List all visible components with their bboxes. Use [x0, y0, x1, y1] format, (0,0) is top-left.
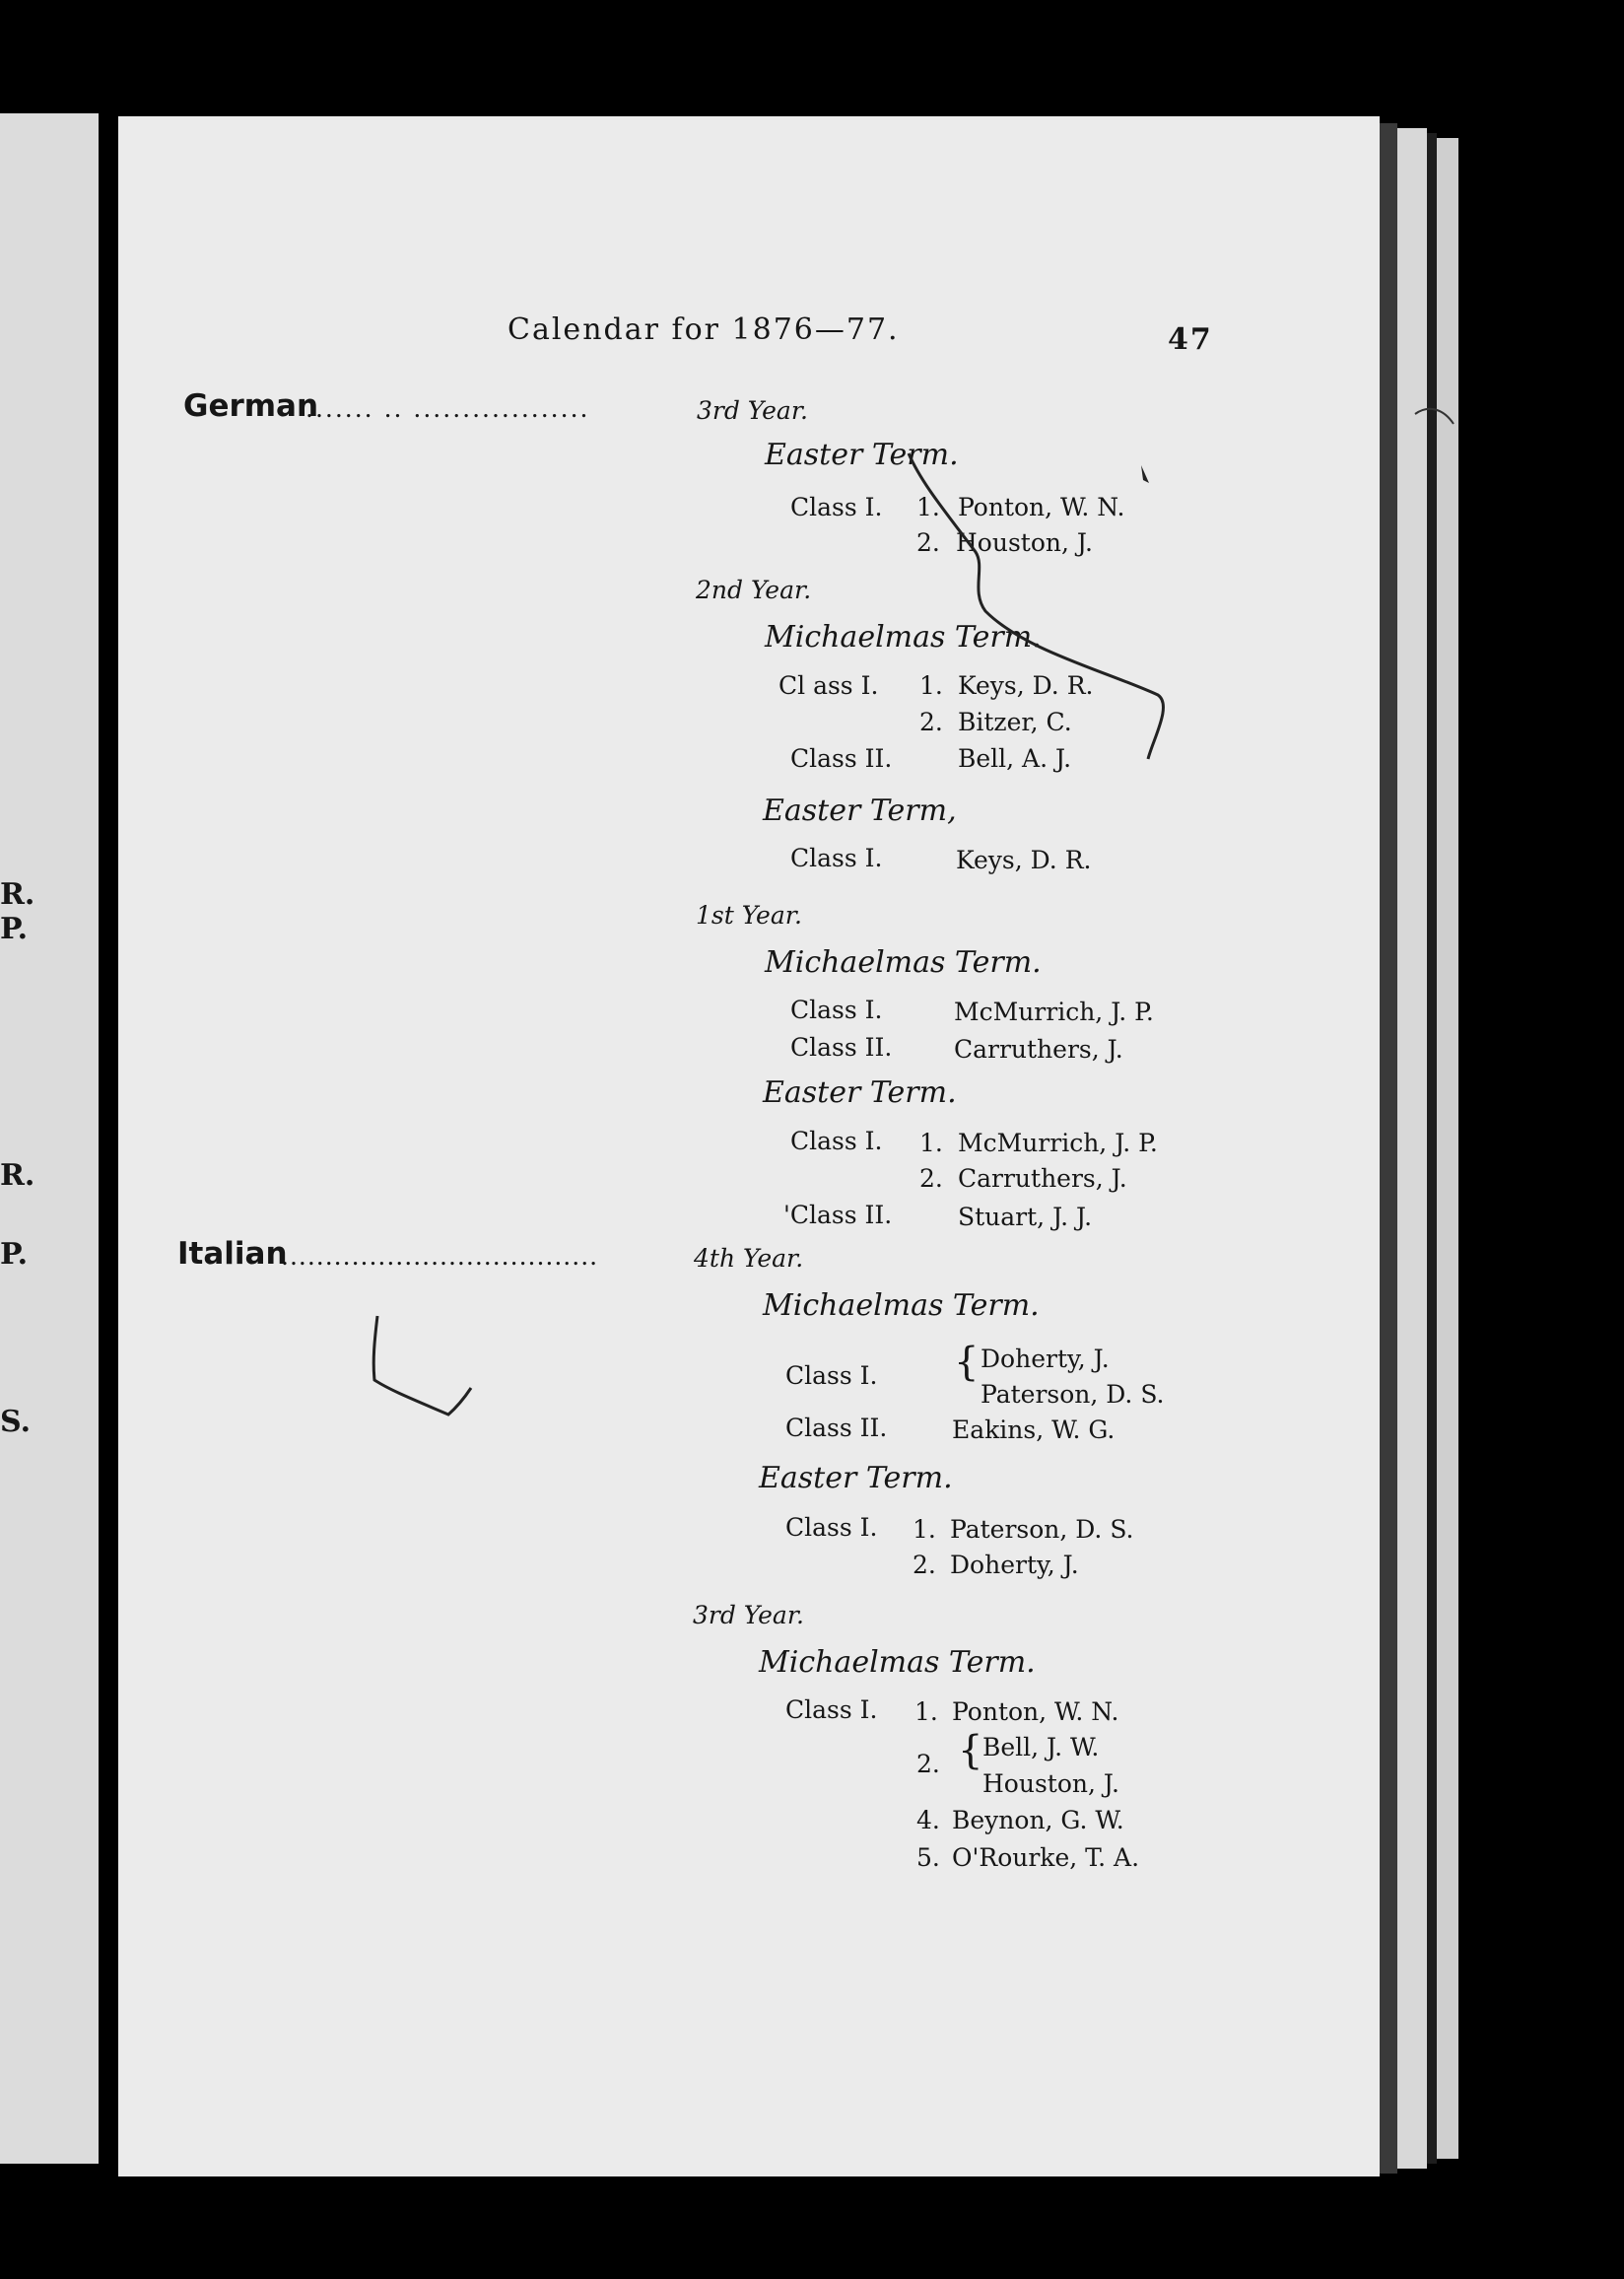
class-label: 'Class II.: [783, 1201, 893, 1229]
student-name: Paterson, D. S.: [950, 1515, 1134, 1544]
rank-number: 5.: [916, 1843, 940, 1872]
year-label: 4th Year.: [694, 1244, 804, 1273]
student-name: Doherty, J.: [950, 1551, 1079, 1579]
class-label: Class II.: [785, 1414, 888, 1442]
running-head: Calendar for 1876—77.: [508, 312, 900, 347]
rank-number: 1.: [914, 1697, 938, 1726]
pencil-stroke: [909, 453, 1163, 759]
year-label: 3rd Year.: [693, 1601, 804, 1629]
rank-number: 2.: [916, 1750, 940, 1778]
term-heading: Michaelmas Term.: [765, 620, 1042, 655]
rank-number: 1.: [913, 1515, 936, 1544]
student-name: McMurrich, J. P.: [958, 1129, 1158, 1157]
class-label: Class I.: [790, 1127, 883, 1155]
left-fragment: R.: [0, 1158, 35, 1193]
student-name: Keys, D. R.: [958, 671, 1094, 700]
rank-number: 1.: [916, 493, 940, 521]
rank-number: 2.: [913, 1551, 936, 1579]
term-heading: Easter Term,: [763, 794, 957, 828]
subject-italian: Italian: [177, 1236, 288, 1272]
student-name: Keys, D. R.: [956, 846, 1092, 874]
page-number: 47: [1168, 322, 1213, 357]
student-name: O'Rourke, T. A.: [952, 1843, 1140, 1872]
class-label: Class II.: [790, 1033, 893, 1062]
left-fragment: S.: [0, 1405, 32, 1439]
student-name: Bell, J. W.: [982, 1733, 1100, 1761]
student-name: Houston, J.: [956, 528, 1093, 557]
left-fragment: P.: [0, 1237, 29, 1272]
class-label: Class I.: [790, 996, 883, 1024]
class-label: Class I.: [790, 493, 883, 521]
class-label: Class I.: [785, 1695, 878, 1724]
pencil-stroke: [1415, 409, 1454, 424]
rank-number: 4.: [916, 1806, 940, 1834]
student-name: Beynon, G. W.: [952, 1806, 1124, 1834]
rank-number: 2.: [916, 528, 940, 557]
rank-number: 2.: [919, 708, 943, 736]
bracket-glyph: {: [958, 1728, 983, 1773]
class-label: Class I.: [785, 1361, 878, 1390]
class-label: Class I.: [785, 1513, 878, 1542]
pencil-stroke: [373, 1316, 471, 1415]
year-label: 2nd Year.: [696, 576, 812, 604]
student-name: Bitzer, C.: [958, 708, 1072, 736]
rank-number: 2.: [919, 1164, 943, 1193]
student-name: Eakins, W. G.: [952, 1416, 1116, 1444]
student-name: Carruthers, J.: [954, 1035, 1123, 1064]
term-heading: Easter Term.: [763, 1075, 957, 1110]
class-label: Cl ass I.: [778, 671, 879, 700]
dot-leader: ....................................: [281, 1242, 599, 1271]
class-label: Class I.: [790, 844, 883, 872]
subject-german: German: [183, 388, 319, 424]
student-name: McMurrich, J. P.: [954, 998, 1154, 1026]
student-name: Doherty, J.: [981, 1345, 1110, 1373]
year-label: 3rd Year.: [697, 396, 808, 425]
student-name: Bell, A. J.: [958, 744, 1072, 773]
rank-number: 1.: [919, 1129, 943, 1157]
rank-number: 1.: [919, 671, 943, 700]
class-label: Class II.: [790, 744, 893, 773]
term-heading: Michaelmas Term.: [765, 945, 1042, 980]
left-fragment: R.: [0, 877, 35, 912]
student-name: Stuart, J. J.: [958, 1203, 1093, 1231]
student-name: Ponton, W. N.: [952, 1697, 1119, 1726]
dot-leader: ....... .. ..................: [305, 394, 590, 423]
student-name: Carruthers, J.: [958, 1164, 1127, 1193]
term-heading: Michaelmas Term.: [759, 1645, 1036, 1680]
bracket-glyph: {: [954, 1340, 980, 1385]
student-name: Ponton, W. N.: [958, 493, 1125, 521]
term-heading: Easter Term.: [759, 1461, 953, 1495]
pencil-stroke: [1141, 465, 1149, 483]
student-name: Paterson, D. S.: [981, 1380, 1165, 1409]
term-heading: Michaelmas Term.: [763, 1288, 1040, 1323]
year-label: 1st Year.: [696, 901, 802, 930]
term-heading: Easter Term.: [765, 438, 959, 472]
student-name: Houston, J.: [982, 1769, 1119, 1798]
left-fragment: P.: [0, 912, 29, 946]
